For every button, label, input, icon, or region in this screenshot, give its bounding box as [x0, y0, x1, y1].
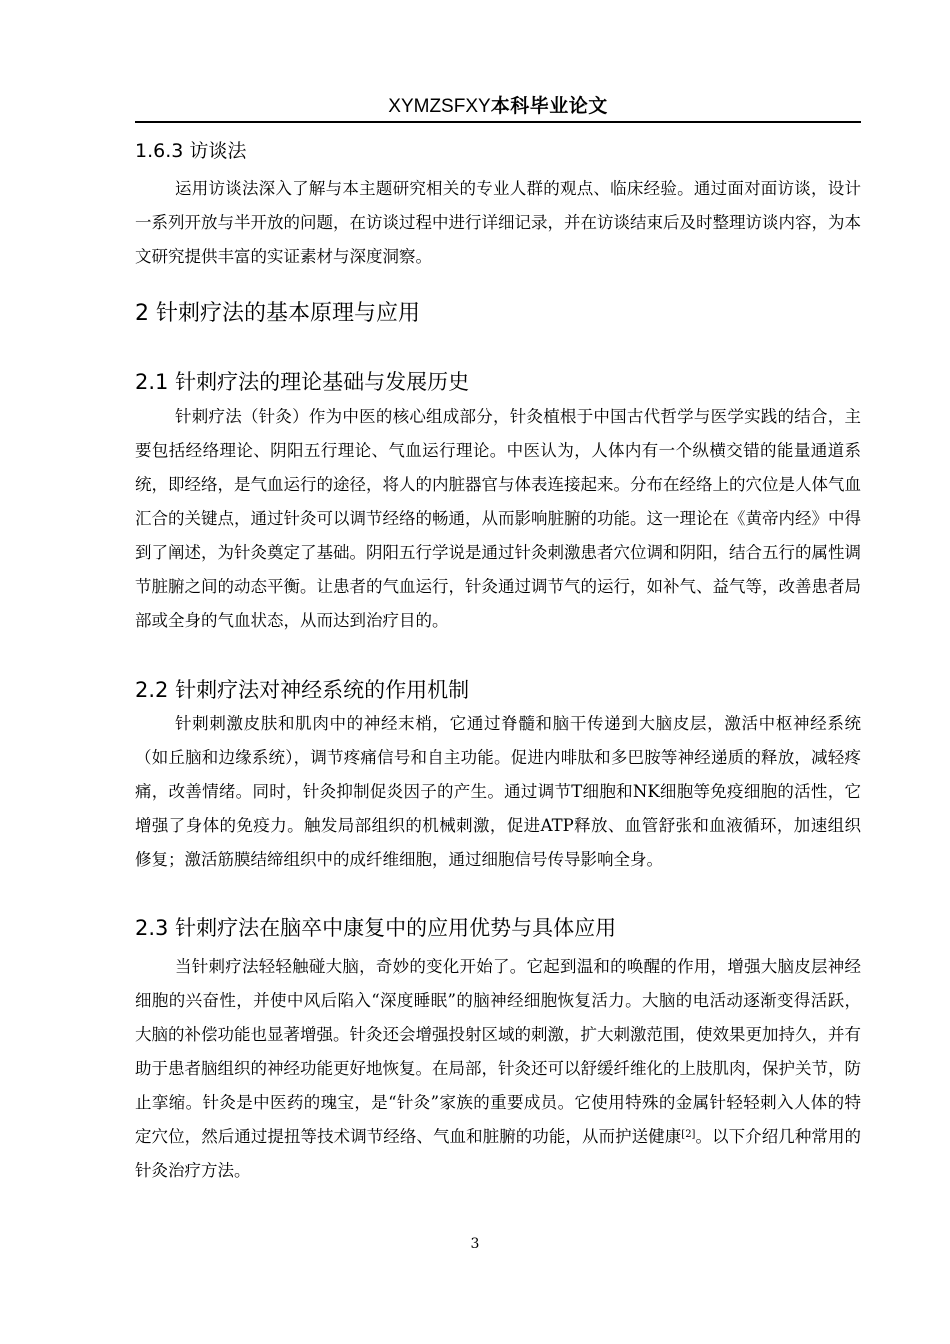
section-2-1-paragraph: 针刺疗法（针灸）作为中医的核心组成部分，针灸植根于中国古代哲学与医学实践的结合，主要包括经络理论、阴阳五行理论、气血运行理论。中医认为，人体内有一个纵横交错的能量通道系统，即经络，是气血运行的途径，将人的内脏器官与体表连接起来。分布在经络上的穴位是人体气血汇合的关键点，通过针灸可以调节经络的畅通，从而影响脏腑的功能。这一理论在《黄帝内经》中得到了阐述，为针灸奠定了基础。阴阳五行学说是通过针灸刺激患者穴位调和阴阳，结合五行的属性调节脏腑之间的动态平衡。让患者的气血运行，针灸通过调节气的运行，如补气、益气等，改善患者局部或全身的气血状态，从而达到治疗目的。	[135, 407, 861, 630]
section-2-3-paragraph	[135, 950, 861, 1188]
section-heading-2-2: 2.2 针刺疗法对神经系统的作用机制	[135, 678, 470, 702]
section-2-3-body-tail: 。以下介绍几种常用的针灸治疗方法。	[135, 1127, 862, 1180]
citation-ref[interactable]: [2]	[681, 1129, 696, 1140]
section-2-2-paragraph: 针刺刺激皮肤和肌肉中的神经末梢，它通过脊髓和脑干传递到大脑皮层，激活中枢神经系统（如丘脑和边缘系统），调节疼痛信号和自主功能。促进内啡肽和多巴胺等神经递质的释放，减轻疼痛，改善情绪。同时，针灸抑制促炎因子的产生。通过调节T细胞和NK细胞等免疫细胞的活性，它增强了身体的免疫力。触发局部组织的机械刺激，促进ATP释放、血管舒张和血液循环，加速组织修复；激活筋膜结缔组织中的成纤维细胞，通过细胞信号传导影响全身。	[135, 714, 861, 869]
section-2-3-body: 当针刺疗法轻轻触碰大脑，奇妙的变化开始了。它起到温和的唤醒的作用，增强大脑皮层神经细胞的兴奋性，并使中风后陷入“深度睡眠”的脑神经细胞恢复活力。大脑的电活动逐渐变得活跃，大脑的补偿功能也显著增强。针灸还会增强投射区域的刺激，扩大刺激范围，使效果更加持久，并有助于患者脑组织的神经功能更好地恢复。在局部，针灸还可以舒缓纤维化的上肢肌肉，保护关节，防止挛缩。针灸是中医药的瑰宝，是“针灸”家族的重要成员。它使用特殊的金属针轻轻刺入人体的特定穴位，然后通过提扭等技术调节经络、气血和脏腑的功能，从而护送健康	[135, 957, 861, 1146]
section-heading-2-3: 2.3 针刺疗法在脑卒中康复中的应用优势与具体应用	[135, 916, 617, 940]
page-header	[135, 92, 861, 120]
header-title-latin: XYMZSFXY	[388, 96, 491, 117]
header-title-cjk: 本科毕业论文	[490, 95, 608, 117]
section-heading-2-1: 2.1 针刺疗法的理论基础与发展历史	[135, 370, 470, 394]
page-number: 3	[470, 1236, 480, 1252]
section-heading-1-6-3: 1.6.3 访谈法	[135, 140, 247, 162]
header-divider	[135, 121, 861, 123]
section-1-6-3-paragraph: 运用访谈法深入了解与本主题研究相关的专业人群的观点、临床经验。通过面对面访谈，设计一系列开放与半开放的问题，在访谈过程中进行详细记录，并在访谈结束后及时整理访谈内容，为本文研究提供丰富的实证素材与深度洞察。	[135, 179, 861, 266]
chapter-heading-2: 2 针刺疗法的基本原理与应用	[135, 301, 420, 326]
